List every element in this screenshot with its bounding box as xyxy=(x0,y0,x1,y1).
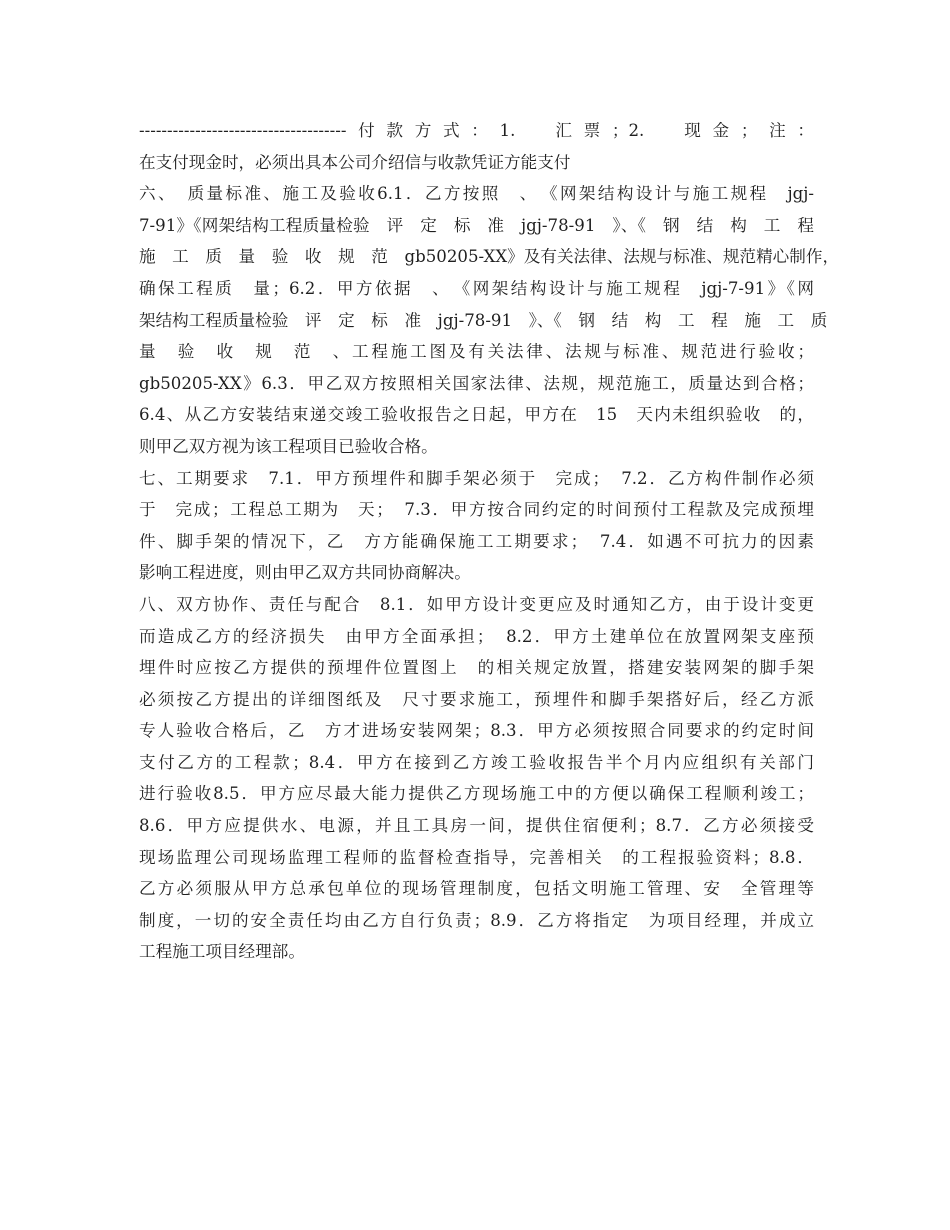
text-line: 则甲乙双方视为该工程项目已验收合格。 xyxy=(139,436,438,456)
text-line: 乙方必须服从甲方总承包单位的现场管理制度，包括文明施工管理、安 全管理等 xyxy=(139,879,814,899)
text-line: 8.6．甲方应提供水、电源，并且工具房一间，提供住宿便利；8.7．乙方必须接受 xyxy=(139,816,814,836)
text-line: -------------------------------------付款方式：1. 汇票；2. 现金；注： xyxy=(139,121,814,140)
text-line: 在支付现金时，必须出具本公司介绍信与收款凭证方能支付 xyxy=(139,152,571,172)
text-line: 六、 质量标准、施工及验收6.1．乙方按照 、 《网架结构设计与施工规程 jgj- xyxy=(139,184,814,204)
text-line: 支付乙方的工程款；8.4．甲方在接到乙方竣工验收报告半个月内应组织有关部门 xyxy=(139,752,814,772)
text-line: 必须按乙方提出的详细图纸及 尺寸要求施工，预埋件和脚手架搭好后，经乙方派 xyxy=(139,689,814,709)
text-line: 6.4、从乙方安装结束递交竣工验收报告之日起，甲方在 15 天内未组织验收 的， xyxy=(139,405,814,425)
text-line: 影响工程进度，则由甲乙双方共同协商解决。 xyxy=(139,563,471,583)
text-line: 件、脚手架的情况下，乙 方方能确保施工工期要求； 7.4．如遇不可抗力的因素 xyxy=(139,531,814,551)
text-line: gb50205-XX》6.3．甲乙双方按照相关国家法律、法规，规范施工，质量达到合格； xyxy=(139,373,814,393)
text-line: 架结构工程质量检验 评 定 标 准 jgj-78-91 》、《 钢 结 构 工 程 施 工 质 xyxy=(139,310,828,330)
text-line: 量 验 收 规 范 、工程施工图及有关法律、法规与标准、规范进行验收； xyxy=(139,342,814,362)
text-line: 施 工 质 量 验 收 规 范 gb50205-XX》及有关法律、法规与标准、规范精心制作， xyxy=(139,247,840,267)
text-line: 而造成乙方的经济损失 由甲方全面承担； 8.2．甲方土建单位在放置网架支座预 xyxy=(139,626,814,646)
text-line: 埋件时应按乙方提供的预埋件位置图上 的相关规定放置，搭建安装网架的脚手架 xyxy=(139,658,814,678)
text-line: 7-91》《网架结构工程质量检验 评 定 标 准 jgj-78-91 》、《 钢 结 构 工 程 xyxy=(139,215,814,235)
text-line: 进行验收8.5．甲方应尽最大能力提供乙方现场施工中的方便以确保工程顺利竣工； xyxy=(139,784,814,804)
text-line: 于 完成；工程总工期为 天； 7.3．甲方按合同约定的时间预付工程款及完成预埋 xyxy=(139,500,814,520)
text-line: 专人验收合格后，乙 方才进场安装网架；8.3．甲方必须按照合同要求的约定时间 xyxy=(139,721,814,741)
text-line: 八、双方协作、责任与配合 8.1．如甲方设计变更应及时通知乙方，由于设计变更 xyxy=(139,594,814,614)
text-line: 七、工期要求 7.1．甲方预埋件和脚手架必须于 完成； 7.2．乙方构件制作必须 xyxy=(139,468,814,488)
text-line: 制度，一切的安全责任均由乙方自行负责；8.9．乙方将指定 为项目经理，并成立 xyxy=(139,910,814,930)
text-line: 确保工程质 量；6.2．甲方依据 、 《网架结构设计与施工规程 jgj-7-91》《网 xyxy=(139,278,814,298)
text-line: 现场监理公司现场监理工程师的监督检查指导，完善相关 的工程报验资料；8.8． xyxy=(139,847,814,867)
text-line: 工程施工项目经理部。 xyxy=(139,942,305,962)
